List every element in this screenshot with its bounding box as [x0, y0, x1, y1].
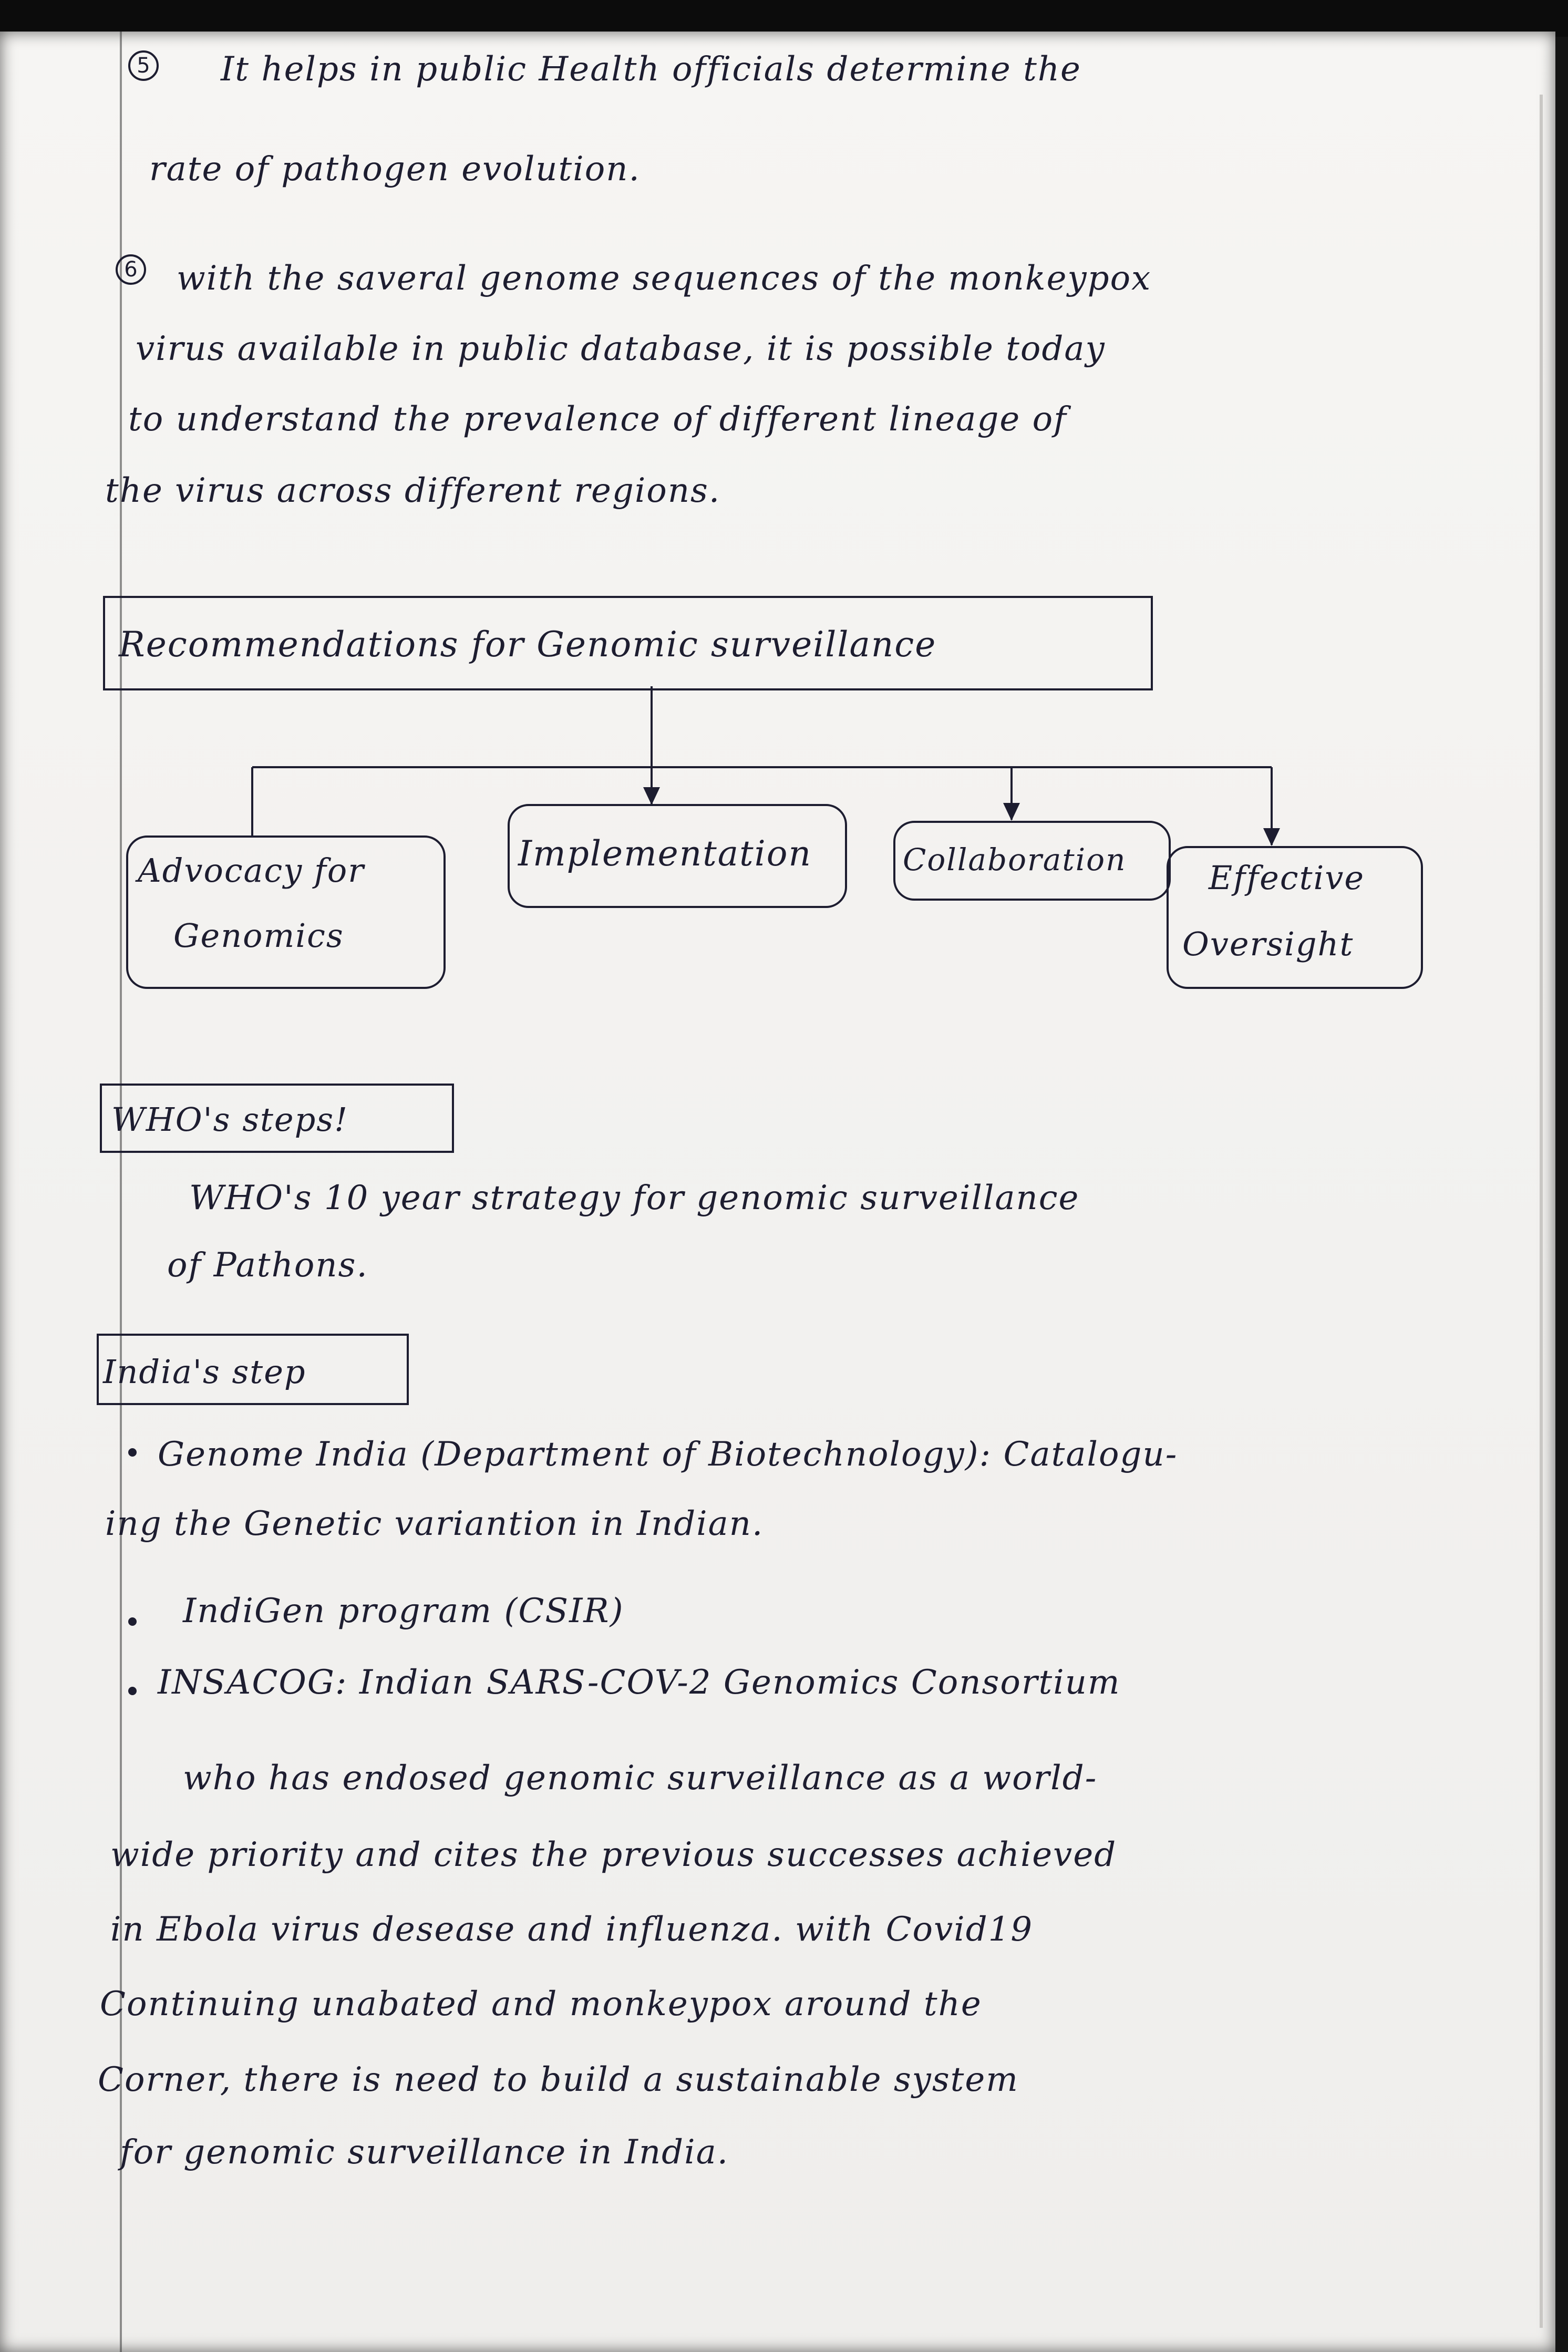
india-bullet-1-line-2: ing the Genetic variantion in Indian.	[105, 1504, 764, 1543]
india-bullet-2: IndiGen program (CSIR)	[183, 1592, 624, 1631]
point-6-marker: 6	[116, 254, 146, 285]
conclusion-line-4: Continuing unabated and monkeypox around the	[100, 1985, 982, 2024]
india-heading: India's step	[103, 1353, 306, 1391]
child-advocacy-label-2: Genomics	[173, 916, 344, 955]
conclusion-line-5: Corner, there is need to build a sustainable system	[98, 2060, 1019, 2099]
conclusion-line-6: for genomic surveillance in India.	[120, 2133, 729, 2172]
point-6-line-3: to understand the prevalence of different lineage of	[128, 400, 1067, 439]
point-5-marker: 5	[128, 50, 159, 81]
child-oversight-label-1: Effective	[1209, 859, 1365, 897]
bullet-1	[128, 1448, 137, 1457]
point-6-line-4: the virus across different regions.	[105, 471, 721, 510]
india-bullet-1-line-1: Genome India (Department of Biotechnology): Catalogu-	[158, 1435, 1178, 1474]
conclusion-line-2: wide priority and cites the previous successes achieved	[110, 1835, 1117, 1874]
root-node-label: Recommendations for Genomic surveillance	[119, 624, 937, 665]
who-line-2: of Pathons.	[167, 1246, 368, 1285]
point-5-line-2: rate of pathogen evolution.	[149, 150, 641, 189]
point-6-line-2: virus available in public database, it is possible today	[136, 329, 1106, 368]
point-5-line-1: It helps in public Health officials determine the	[221, 50, 1081, 89]
point-6-line-1: with the saveral genome sequences of the monkeypox	[177, 259, 1152, 298]
conclusion-line-1: who has endosed genomic surveillance as a world-	[183, 1759, 1098, 1798]
india-bullet-3: INSACOG: Indian SARS-COV-2 Genomics Consortium	[158, 1663, 1121, 1702]
conclusion-line-3: in Ebola virus desease and influenza. with Covid19	[110, 1910, 1034, 1949]
who-line-1: WHO's 10 year strategy for genomic surveillance	[189, 1179, 1080, 1218]
bullet-3	[128, 1687, 137, 1695]
child-collaboration-label: Collaboration	[903, 842, 1127, 878]
bullet-2	[128, 1617, 137, 1626]
child-oversight-label-2: Oversight	[1182, 925, 1354, 963]
who-heading: WHO's steps!	[111, 1100, 349, 1139]
child-advocacy-label-1: Advocacy for	[138, 851, 365, 890]
child-implementation-label: Implementation	[518, 833, 812, 874]
